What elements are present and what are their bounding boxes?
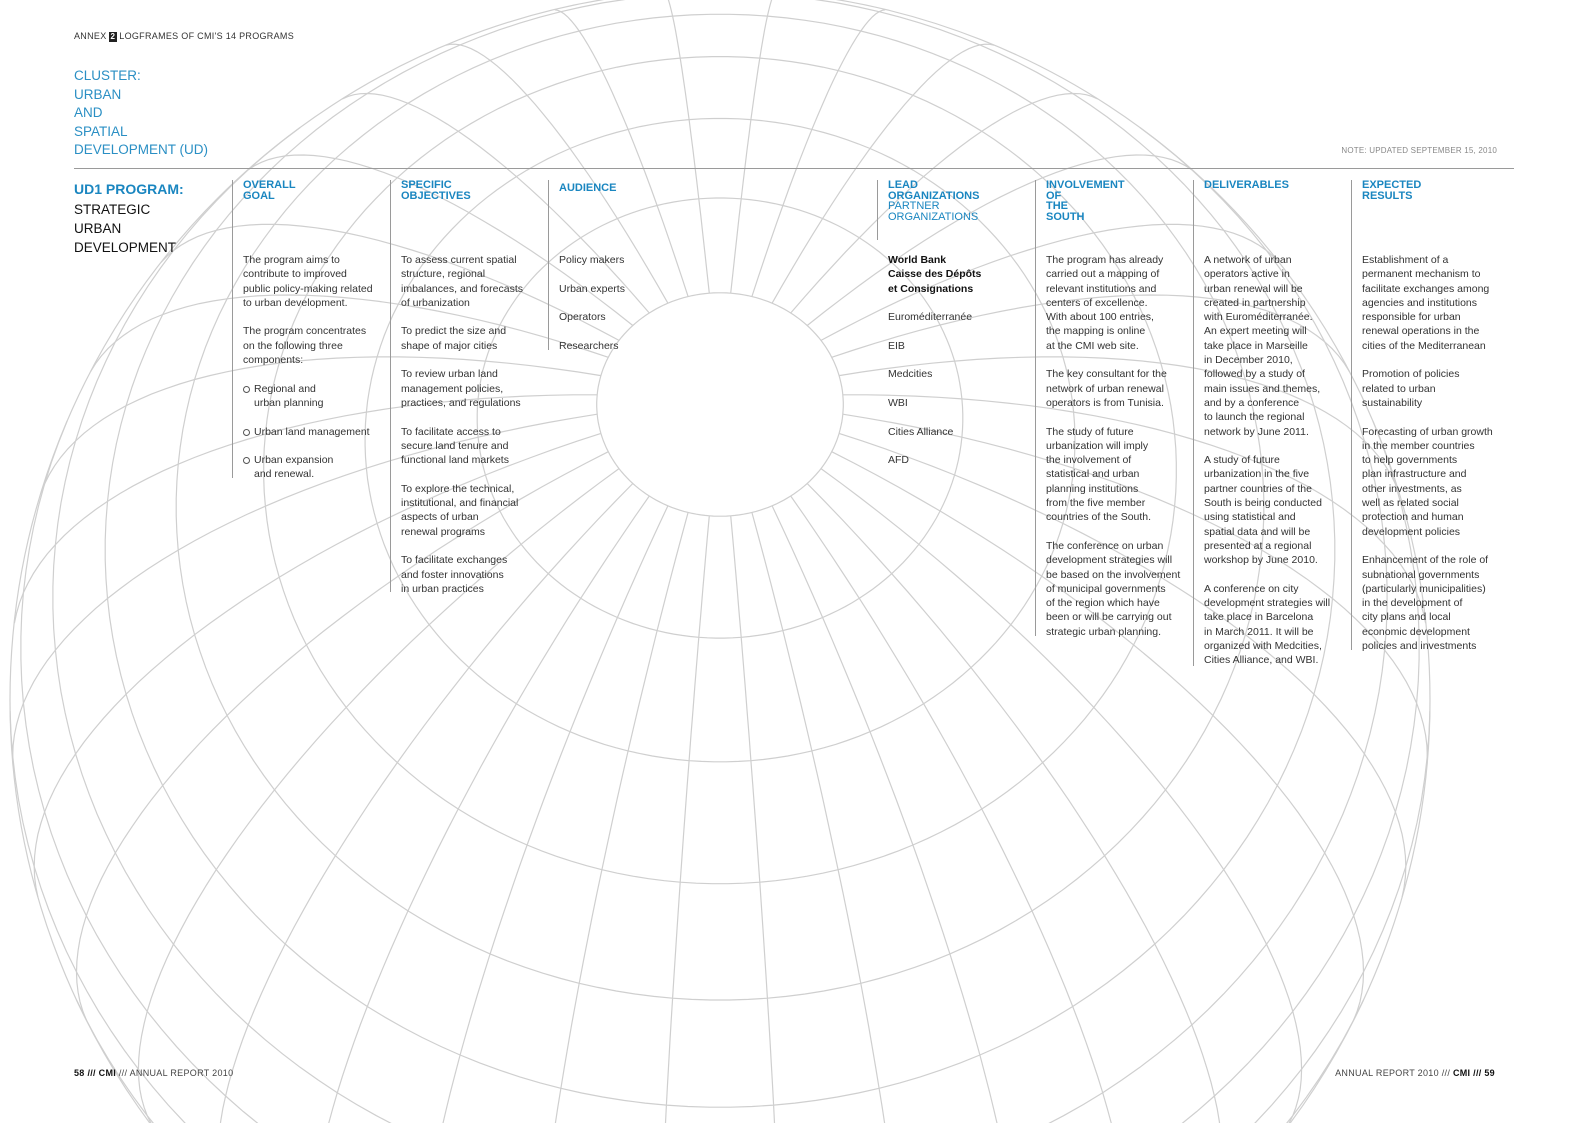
cluster-line: AND: [74, 105, 103, 120]
column-body: [401, 253, 523, 596]
cluster-line: DEVELOPMENT (UD): [74, 142, 209, 157]
cluster-line: URBAN: [74, 86, 122, 102]
cluster-line: CLUSTER:: [74, 68, 141, 83]
graticule-line: [731, 0, 776, 293]
lead-organizations-list: World Bank Caisse des Dépôts et Consignations: [888, 254, 982, 295]
column-body: [243, 253, 373, 482]
audience-item: Operators: [559, 311, 606, 324]
bullet-item: Regional and urban planning: [243, 382, 373, 411]
paragraph: To review urban land management policies, practices, and regulations: [401, 368, 521, 409]
circle-bullet-icon: [243, 386, 250, 393]
paragraph: To assess current spatial structure, regional imbalances, and forecasts of urbanization: [401, 254, 523, 309]
partner-item: Euroméditerranée: [888, 311, 973, 324]
graticule-line: [772, 506, 1020, 1123]
program-subtitle-line: DEVELOPMENT: [74, 240, 177, 255]
column-heading: AUDIENCE: [559, 182, 617, 194]
audience-item: Policy makers: [559, 254, 625, 266]
circle-bullet-icon: [243, 429, 250, 436]
paragraph: The program concentrates on the following three components:: [243, 325, 367, 367]
column-body: [559, 253, 625, 353]
annex-word: ANNEX: [74, 31, 107, 41]
annex-number-badge: 2: [110, 32, 116, 41]
bullet-item: Urban expansion and renewal.: [243, 453, 373, 482]
graticule-line: [76, 1000, 1363, 1123]
column-lead-organizations: [877, 179, 1027, 467]
paragraph: To explore the technical, institutional, and financial aspects of urban renewal programs: [401, 482, 519, 538]
graticule-line: [10, 711, 1430, 1123]
bullet-item: Urban land management: [243, 425, 373, 439]
graticule-line: [658, 516, 709, 1123]
cluster-line: SPATIAL: [74, 123, 128, 139]
column-body: [888, 253, 981, 467]
paragraph: Forecasting of urban growth in the member countries to help governments plan infrastructure and other investments, as well as related social protection and human development policies: [1362, 425, 1493, 538]
column-expected-results: [1351, 179, 1511, 653]
cluster-title: [74, 67, 208, 160]
paragraph: A conference on city development strategies will take place in Barcelona in March 2011. It will be organized with Medcities, Cities Alliance, and WBI.: [1204, 582, 1331, 667]
paragraph: Promotion of policies related to urban sustainability: [1362, 368, 1460, 409]
paragraph: Enhancement of the role of subnational governments (particularly municipalities) in the development of city plans and local economic development policies and investments: [1362, 554, 1489, 653]
program-subtitle-line: STRATEGIC: [74, 202, 151, 217]
footer-report-title: ANNUAL REPORT 2010: [129, 1068, 234, 1078]
graticule-line: [536, 512, 688, 1123]
column-specific-objectives: [390, 179, 540, 595]
column-heading: DELIVERABLES: [1204, 179, 1289, 191]
paragraph: A study of future urbanization in the five partner countries of the South is being conducted using statistical and spatial data and will be presented at a regional workshop by June 2010.: [1204, 454, 1322, 567]
column-heading: LEAD ORGANIZATIONS PARTNER ORGANIZATIONS: [888, 179, 980, 223]
program-title-block: [74, 180, 184, 257]
graticule-line: [138, 469, 619, 1123]
column-heading: EXPECTED RESULTS: [1362, 179, 1422, 202]
graticule-line: [731, 516, 782, 1123]
column-body: [1046, 253, 1180, 639]
column-heading: OVERALL GOAL: [243, 179, 296, 202]
paragraph: To facilitate exchanges and foster innovations in urban practices: [401, 554, 508, 595]
circle-bullet-icon: [243, 457, 250, 464]
footer-right: ANNUAL REPORT 2010 /// CMI /// 59: [1335, 1068, 1495, 1078]
paragraph: The study of future urbanization will imply the involvement of statistical and urban planning institutions from the five member countries of the South.: [1046, 425, 1152, 524]
column-deliverables: [1193, 180, 1343, 666]
page-number-right: 59: [1484, 1068, 1495, 1078]
partner-item: EIB: [888, 339, 905, 352]
column-heading: INVOLVEMENT OF THE SOUTH: [1046, 179, 1125, 223]
column-heading: SPECIFIC OBJECTIVES: [401, 179, 471, 202]
graticule-line: [420, 506, 668, 1123]
partner-item: Cities Alliance: [888, 425, 954, 438]
audience-item: Researchers: [559, 339, 619, 352]
divider-rule: [74, 168, 1514, 169]
column-overall-goal: [232, 179, 382, 481]
paragraph: To predict the size and shape of major cities: [401, 325, 507, 352]
column-audience: [548, 180, 698, 350]
program-title: UD1 PROGRAM:: [74, 181, 184, 197]
column-involvement-of-the-south: [1035, 180, 1185, 636]
paragraph: A network of urban operators active in urban renewal will be created in partnership with Euroméditerranée. An expert meeting will take place in Marseille in December 2010, followed by a study of main issues and themes, and by a conference to launch the regional network by June 2011.: [1204, 254, 1321, 438]
column-body: [1204, 253, 1330, 668]
footer-report-title: ANNUAL REPORT 2010: [1335, 1068, 1439, 1078]
brand-cmi: CMI: [98, 1068, 117, 1078]
update-note: NOTE: UPDATED SEPTEMBER 15, 2010: [1341, 146, 1497, 155]
paragraph: To facilitate access to secure land tenure and functional land markets: [401, 425, 509, 467]
partner-item: WBI: [888, 396, 908, 409]
paragraph: Establishment of a permanent mechanism to facilitate exchanges among agencies and institutions responsible for urban renewal operations in the cities of the Mediterranean: [1362, 254, 1490, 352]
program-subtitle: [74, 200, 184, 257]
paragraph: The program has already carried out a mapping of relevant institutions and centers of excellence. With about 100 entries, the mapping is online at the CMI web site.: [1046, 254, 1164, 352]
page-number-left: 58: [74, 1068, 85, 1078]
footer-left: 58 /// CMI /// ANNUAL REPORT 2010: [74, 1068, 234, 1078]
program-subtitle-line: URBAN: [74, 221, 122, 236]
paragraph: The program aims to contribute to improved public policy-making related to urban development.: [243, 254, 373, 309]
paragraph: The conference on urban development strategies will be based on the involvement of municipal governments of the region which have been or will be carrying out strategic urban planning.: [1046, 539, 1181, 638]
brand-cmi: CMI: [1452, 1068, 1471, 1078]
graticule-line: [752, 10, 885, 297]
graticule-line: [752, 512, 904, 1123]
annex-title: LOGFRAMES OF CMI'S 14 PROGRAMS: [119, 31, 295, 41]
annex-header: [74, 31, 294, 42]
paragraph: The key consultant for the network of urban renewal operators is from Tunisia.: [1046, 368, 1167, 409]
column-body: [1362, 253, 1493, 653]
partner-item: Medcities: [888, 368, 933, 381]
audience-item: Urban experts: [559, 282, 625, 295]
partner-item: AFD: [888, 454, 909, 467]
